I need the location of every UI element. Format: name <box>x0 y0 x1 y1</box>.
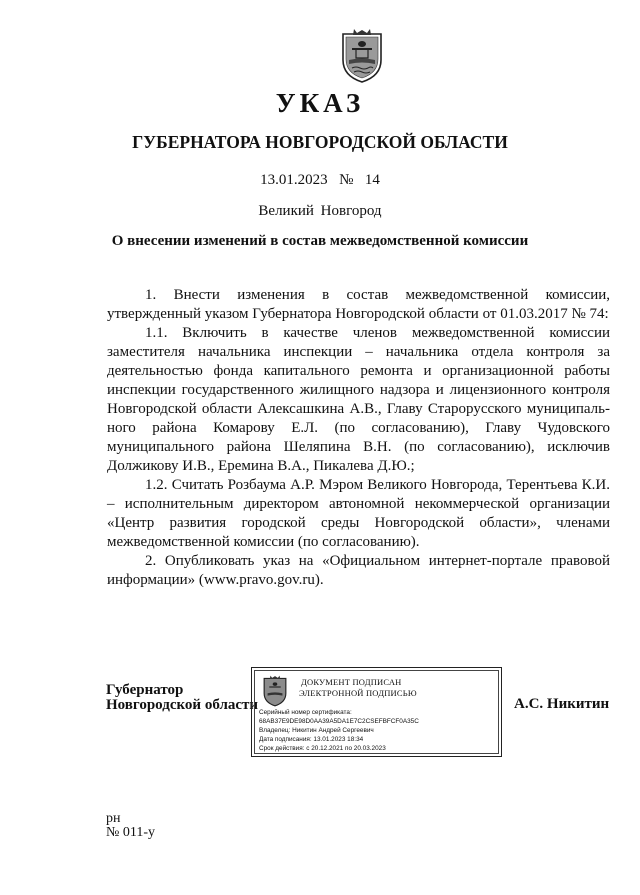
registration-number: № 011-у <box>106 825 155 840</box>
date-number-line <box>0 172 640 189</box>
stamp-title-line1: ДОКУМЕНТ ПОДПИСАН <box>301 677 402 687</box>
stamp-title-line2: ЭЛЕКТРОННОЙ ПОДПИСЬЮ <box>299 688 417 698</box>
paragraph-1-2: 1.2. Считать Розбаума А.Р. Мэром Великого Новгорода, Терентьева К.И. – исполнительным директором автономной некоммерческой организации «Центр развития городской среды Новгородской области», членами межведомственной комиссии (по согласованию). <box>107 477 610 550</box>
document-title: УКАЗ <box>275 88 365 118</box>
stamp-owner: Владелец: Никитин Андрей Сергеевич <box>259 727 374 734</box>
paragraph-1: 1. Внести изменения в состав межведомственной комиссии, утвержденный указом Губернатора Новгородской области от 01.03.2017 № 74: <box>107 287 610 322</box>
stamp-coat-of-arms-icon <box>262 675 288 707</box>
number-sign: № <box>339 172 354 188</box>
document-heading: О внесении изменений в состав межведомственной комиссии <box>111 233 529 249</box>
stamp-signed-date: Дата подписания: 13.01.2023 18:34 <box>259 736 364 743</box>
signatory-role-line2: Новгородской области <box>106 697 259 713</box>
signatory-name: А.С. Никитин <box>514 696 610 712</box>
document-number: 14 <box>364 172 380 188</box>
stamp-frame <box>254 670 499 754</box>
signatory-role <box>106 683 258 713</box>
executor-initials: рн <box>106 811 121 826</box>
paragraph-2: 2. Опубликовать указ на «Официальном интернет-портале правовой информации» (www.pravo.gov.ru). <box>107 553 610 588</box>
signatory-role-line1: Губернатор <box>106 682 184 698</box>
document-date: 13.01.2023 <box>260 172 328 188</box>
document-subtitle: ГУБЕРНАТОРА НОВГОРОДСКОЙ ОБЛАСТИ <box>132 132 508 152</box>
electronic-signature-stamp <box>251 667 502 757</box>
stamp-cert-serial: 68AB37E9DE98D0AA39A5DA1E7C2CSEFBFCF0A35C <box>259 718 419 725</box>
coat-of-arms-icon <box>340 28 384 84</box>
document-footer <box>106 812 155 840</box>
stamp-cert-label: Серийный номер сертификата: <box>259 709 352 716</box>
stamp-validity: Срок действия: с 20.12.2021 по 20.03.2023 <box>259 745 386 752</box>
city-name: Великий Новгород <box>258 203 382 219</box>
document-body <box>107 286 610 590</box>
paragraph-1-1: 1.1. Включить в качестве членов межведомственной комиссии заместителя начальника инспекции – начальника отдела контроля за деятельностью фонда капитального ремонта и организационной работы инспекции государственного жилищного надзора и лицензионного контроля Новгородской области Алексашкина А.В., Главу Старорусского муниципального района Комарову Е.Л. (по согласованию), Главу Чудовского муниципального района Шеляпина В.Н. (по согласованию), исключив Должикову И.В., Еремина В.А., Пикалева Д.Ю.; <box>107 325 610 474</box>
